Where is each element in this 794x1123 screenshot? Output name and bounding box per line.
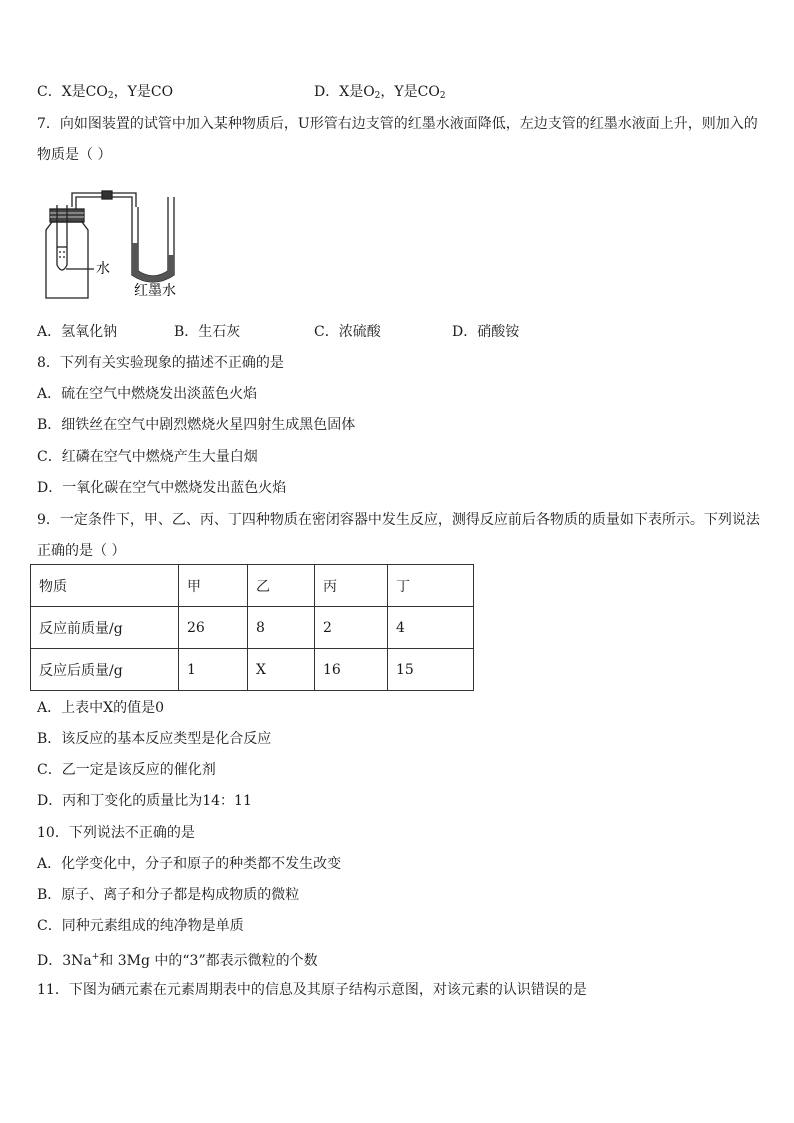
q7-label-water: 水	[96, 261, 110, 277]
table-cell: 丙	[315, 565, 388, 607]
q9-option-d: D．丙和丁变化的质量比为14：11	[37, 793, 252, 809]
q10-option-b: B．原子、离子和分子都是构成物质的微粒	[37, 887, 300, 903]
q7-label-red-ink: 红墨水	[134, 283, 176, 299]
q7-stem-line2: 物质是（ ）	[37, 147, 112, 163]
q9-option-b: B．该反应的基本反应类型是化合反应	[37, 731, 272, 747]
q6-option-c: C．X是$CO_2$，Y是CO	[37, 84, 174, 101]
q9-option-c: C．乙一定是该反应的催化剂	[37, 762, 216, 778]
q9-stem-line2: 正确的是（ ）	[37, 543, 126, 559]
table-header-row	[31, 565, 474, 607]
q7-option-d: D．硝酸铵	[452, 324, 520, 340]
q9-option-a: A．上表中X的值是0	[37, 700, 164, 716]
table-row	[31, 649, 474, 691]
table-cell: 8	[248, 607, 315, 649]
table-cell: 26	[179, 607, 248, 649]
table-cell: 物质	[31, 565, 179, 607]
q10-stem: 10．下列说法不正确的是	[37, 825, 195, 841]
table-cell: 丁	[388, 565, 474, 607]
table-cell: X	[248, 649, 315, 691]
q8-option-d: D．一氧化碳在空气中燃烧发出蓝色火焰	[37, 480, 287, 496]
q10-option-c: C．同种元素组成的纯净物是单质	[37, 918, 244, 934]
q10-option-d: D．3Na+和 3Mg 中的“3”都表示微粒的个数	[37, 952, 318, 969]
q7-stem-line1: 7．向如图装置的试管中加入某种物质后，U形管右边支管的红墨水液面降低，左边支管的红墨水液面上升，则加入的	[37, 116, 758, 132]
table-cell: 2	[315, 607, 388, 649]
q8-option-a: A．硫在空气中燃烧发出淡蓝色火焰	[37, 386, 258, 402]
q8-option-c: C．红磷在空气中燃烧产生大量白烟	[37, 449, 258, 465]
q11-stem: 11．下图为硒元素在元素周期表中的信息及其原子结构示意图，对该元素的认识错误的是	[37, 982, 587, 998]
q7-option-c: C．浓硫酸	[314, 324, 381, 340]
table-cell: 1	[179, 649, 248, 691]
table-cell: 乙	[248, 565, 315, 607]
q7-option-a: A．氢氧化钠	[37, 324, 118, 340]
q8-stem: 8．下列有关实验现象的描述不正确的是	[37, 355, 284, 371]
q6-option-d: D．X是$O_2$，Y是$CO_2$	[314, 84, 446, 101]
q10-option-a: A．化学变化中，分子和原子的种类都不发生改变	[37, 856, 342, 872]
table-row	[31, 607, 474, 649]
table-cell: 15	[388, 649, 474, 691]
q9-stem-line1: 9．一定条件下，甲、乙、丙、丁四种物质在密闭容器中发生反应，测得反应前后各物质的质量如下表所示。下列说法	[37, 512, 760, 528]
table-cell: 反应后质量/g	[31, 649, 179, 691]
table-cell: 4	[388, 607, 474, 649]
q9-mass-table	[30, 564, 474, 691]
table-cell: 反应前质量/g	[31, 607, 179, 649]
q7-apparatus-figure	[38, 185, 198, 303]
q8-option-b: B．细铁丝在空气中剧烈燃烧火星四射生成黑色固体	[37, 417, 356, 433]
table-cell: 16	[315, 649, 388, 691]
q7-option-b: B．生石灰	[174, 324, 241, 340]
table-cell: 甲	[179, 565, 248, 607]
